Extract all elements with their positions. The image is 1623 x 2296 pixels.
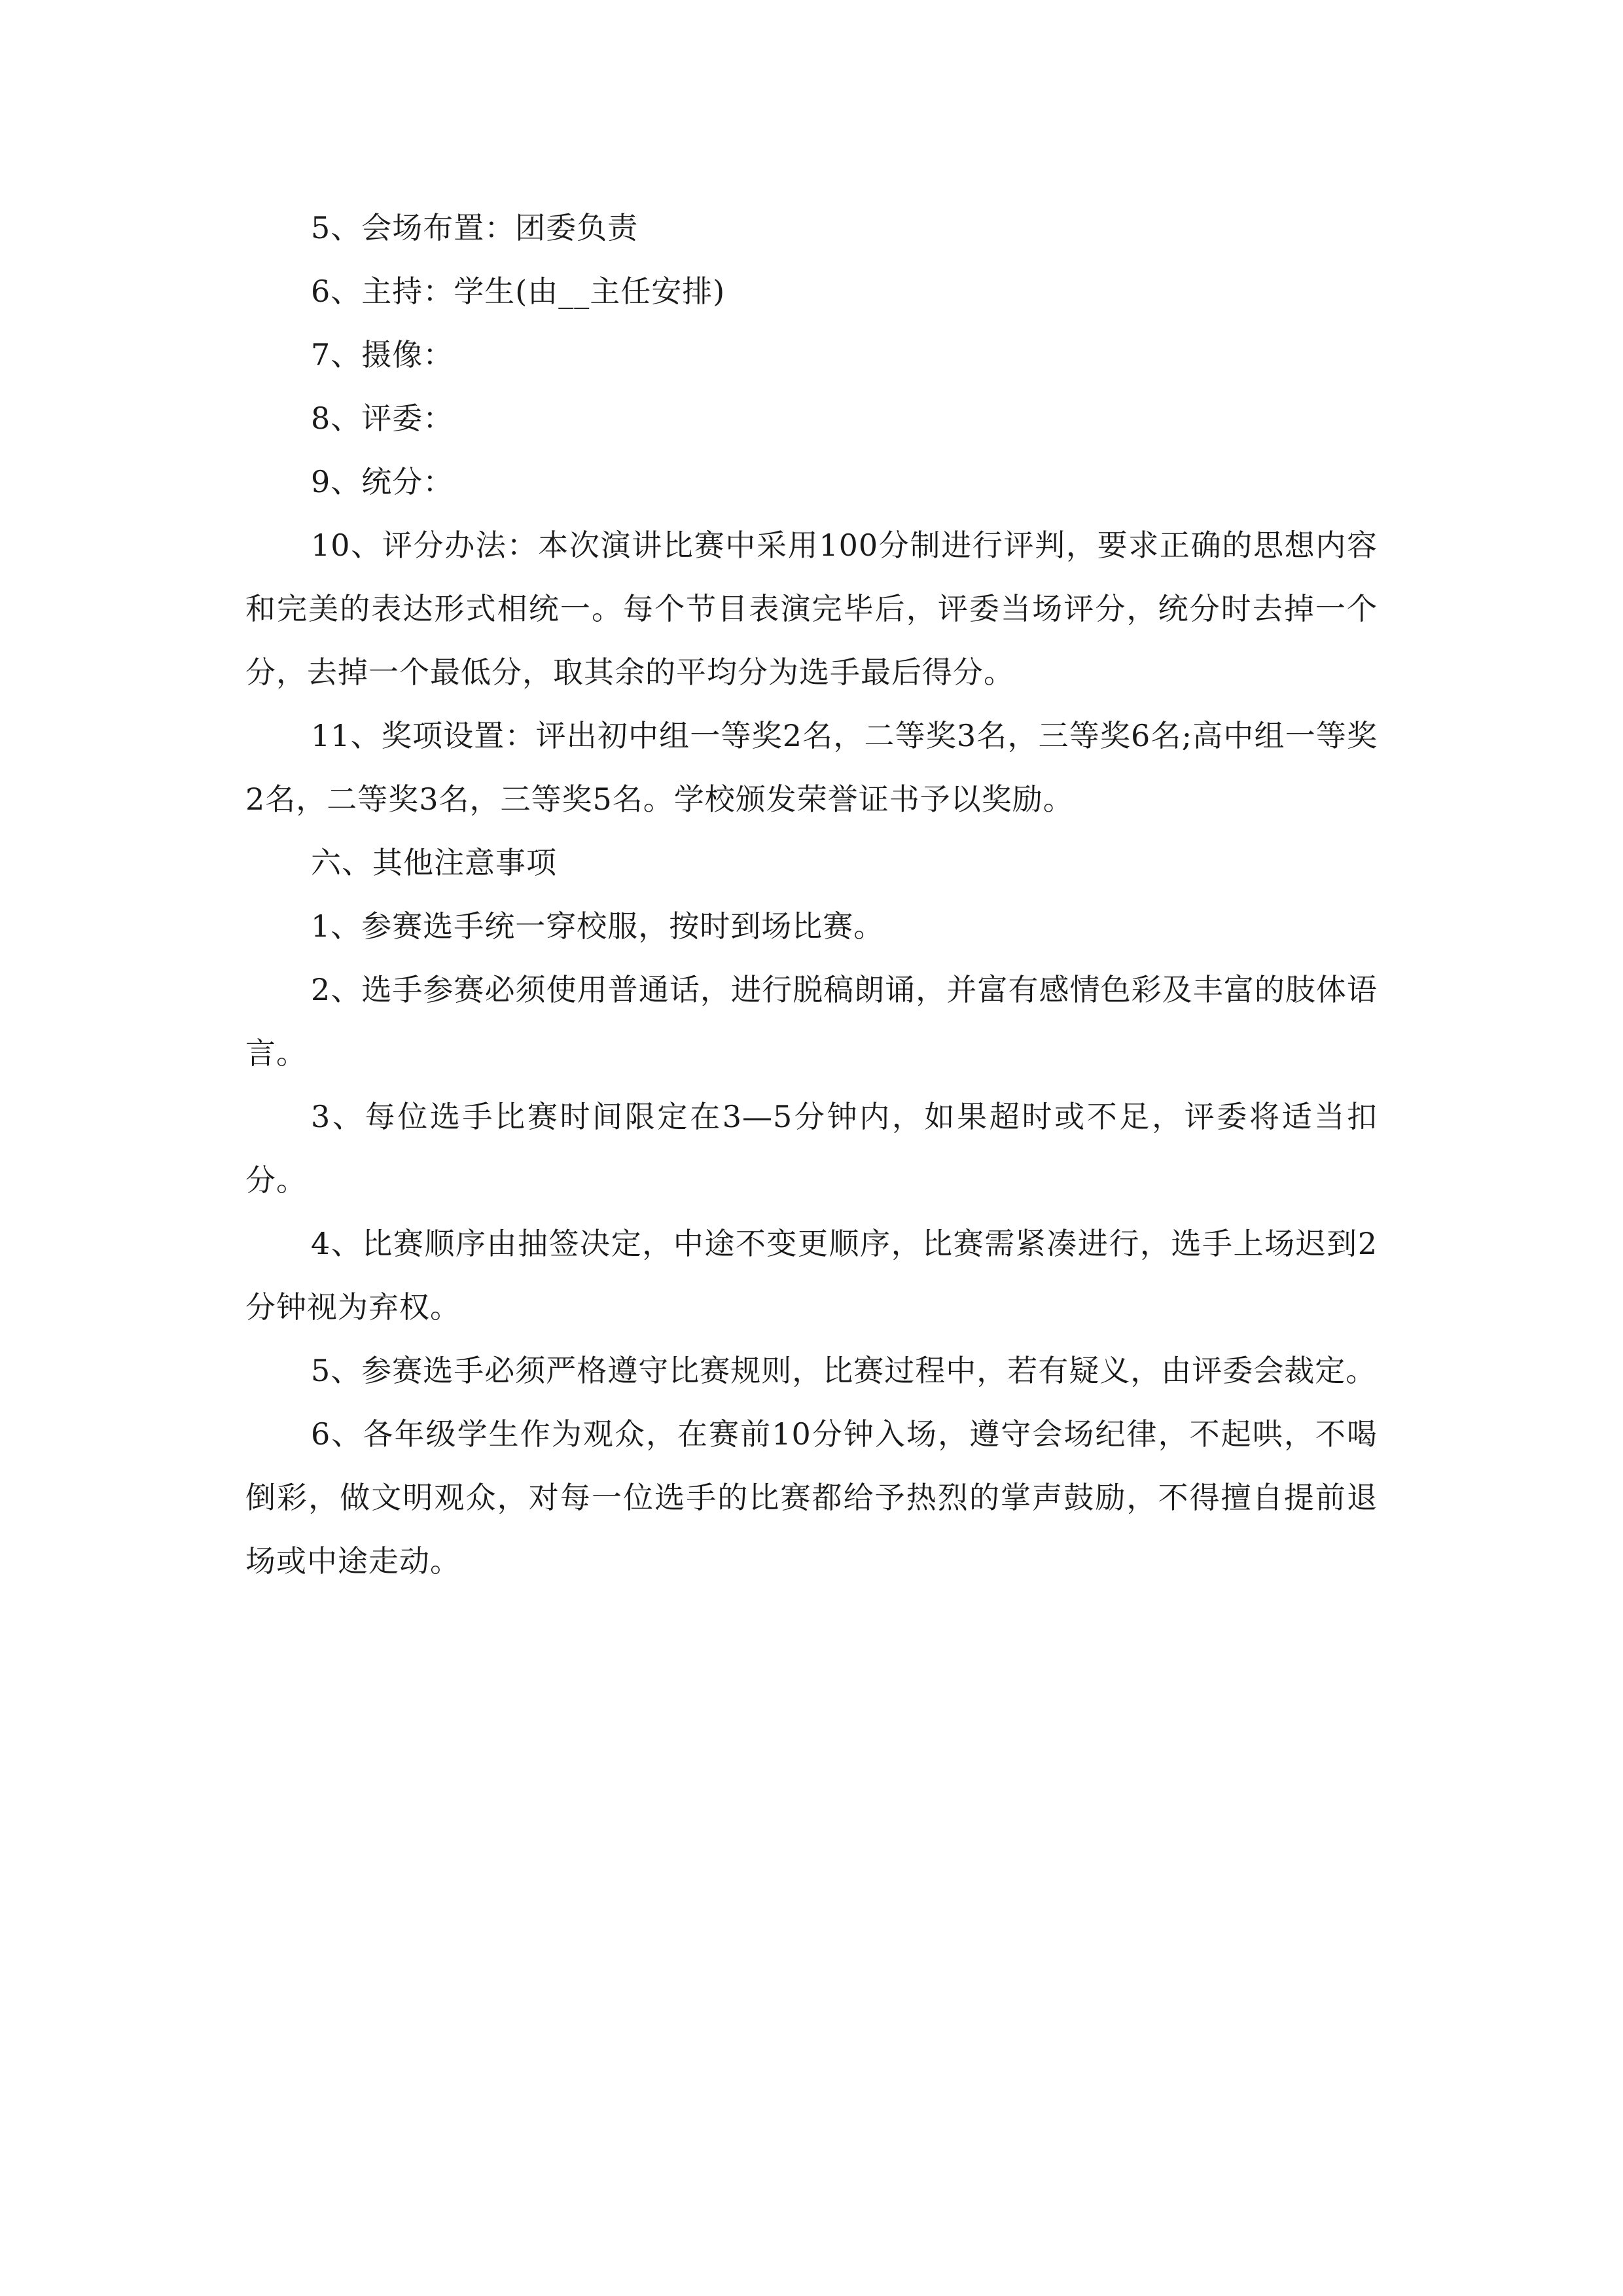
item-awards: 11、奖项设置：评出初中组一等奖2名，二等奖3名，三等奖6名;高中组一等奖2名，二等奖3名，三等奖5名。学校颁发荣誉证书予以奖励。: [245, 718, 1378, 817]
note-mandarin: 2、选手参赛必须使用普通话，进行脱稿朗诵，并富有感情色彩及丰富的肢体语言。: [245, 972, 1378, 1071]
note-order: 4、比赛顺序由抽签决定，中途不变更顺序，比赛需紧凑进行，选手上场迟到2分钟视为弃权。: [245, 1226, 1378, 1325]
item-camera: 7、摄像：: [311, 337, 454, 372]
note-time-limit: 3、每位选手比赛时间限定在3—5分钟内，如果超时或不足，评委将适当扣分。: [245, 1099, 1378, 1198]
note-uniform: 1、参赛选手统一穿校服，按时到场比赛。: [311, 908, 885, 944]
item-scoring-method: 10、评分办法：本次演讲比赛中采用100分制进行评判，要求正确的思想内容和完美的表达形式相统一。每个节目表演完毕后，评委当场评分，统分时去掉一个分，去掉一个最低分，取其余的平均分为选手最后得分。: [245, 528, 1378, 690]
note-audience: 6、各年级学生作为观众，在赛前10分钟入场，遵守会场纪律，不起哄，不喝倒彩，做文明观众，对每一位选手的比赛都给予热烈的掌声鼓励，不得擅自提前退场或中途走动。: [245, 1416, 1378, 1579]
document-body: [245, 196, 1378, 1593]
item-scoring-tally: 9、统分：: [311, 464, 454, 499]
note-rules: 5、参赛选手必须严格遵守比赛规则，比赛过程中，若有疑义，由评委会裁定。: [311, 1353, 1377, 1388]
item-venue-setup: 5、会场布置：团委负责: [311, 210, 639, 245]
section-heading-other-notes: 六、其他注意事项: [311, 845, 557, 880]
item-judges: 8、评委：: [311, 401, 454, 436]
item-host: 6、主持：学生(由__主任安排): [311, 274, 726, 309]
